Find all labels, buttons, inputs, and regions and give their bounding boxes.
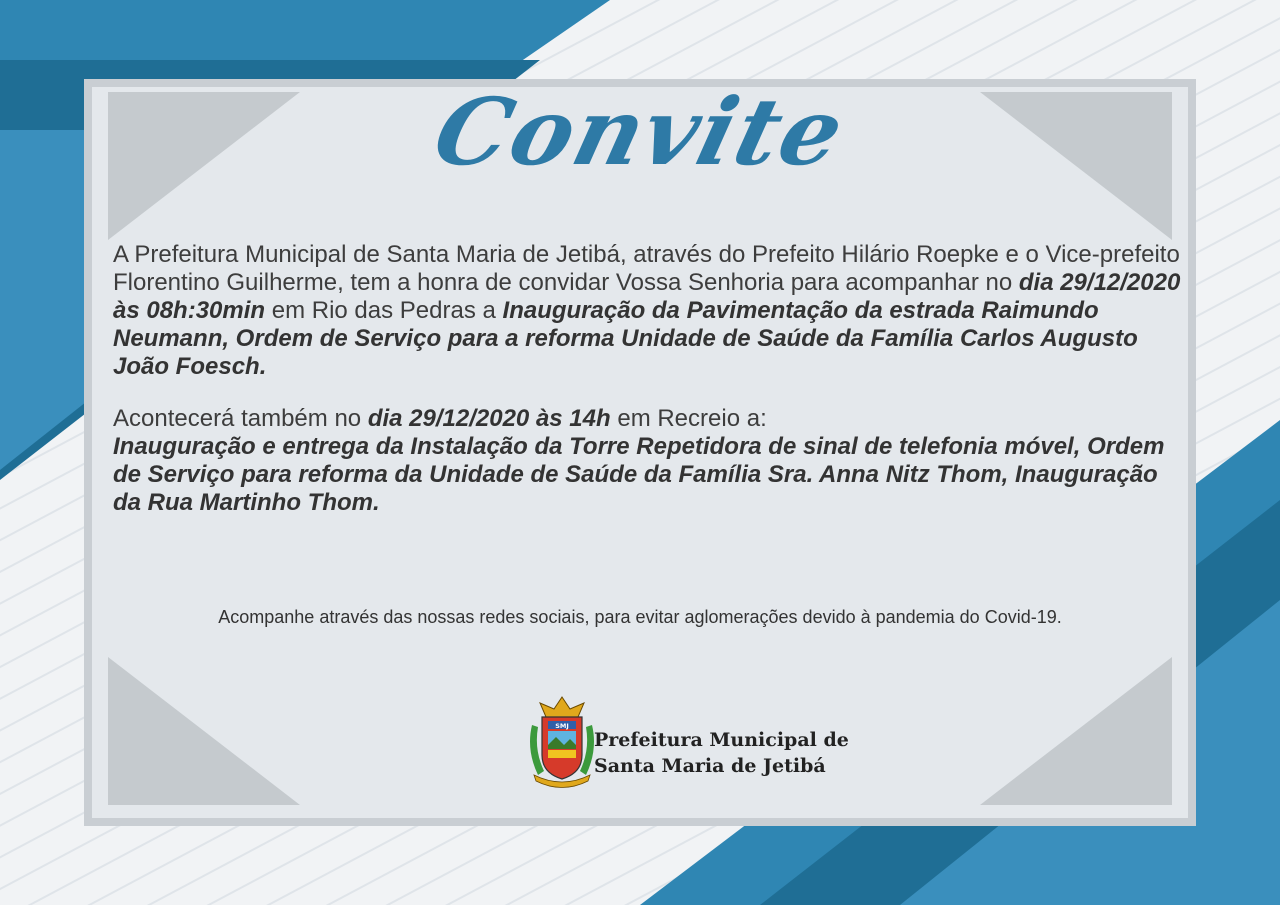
invitation-paragraph-1 [113, 241, 1183, 381]
paragraph-2-text-1: Acontecerá também no [113, 405, 368, 432]
logo-emblem-text: SMJ [555, 722, 569, 730]
footer-note: Acompanhe através das nossas redes sociais, para evitar aglomerações devido à pandemia do Covid-19. [218, 607, 1062, 627]
logo-wordmark [594, 727, 849, 779]
paragraph-1-text-2: em Rio das Pedras a [265, 297, 503, 324]
paragraph-2-date: dia 29/12/2020 às 14h [367, 405, 611, 432]
corner-decoration-bottom-left [108, 657, 300, 805]
coat-of-arms-icon [526, 695, 598, 790]
logo-line-2: Santa Maria de Jetibá [594, 755, 826, 777]
paragraph-1-text-1: A Prefeitura Municipal de Santa Maria de Jetibá, através do Prefeito Hilário Roepke e o Vice-prefeito Florentino Guilherme, tem a honra de convidar Vossa Senhoria para acompanhar no [113, 241, 1180, 296]
paragraph-2-events: Inauguração e entrega da Instalação da Torre Repetidora de sinal de telefonia móvel, Ordem de Serviço para reforma da Unidade de Saúde da Família Sra. Anna Nitz Thom, Inauguração da Rua Martinho Thom. [113, 433, 1165, 516]
logo-line-1: Prefeitura Municipal de [594, 729, 849, 751]
paragraph-1-date: dia 29/12/2020 às 08h:30min [113, 269, 1181, 324]
invitation-paragraph-2 [113, 405, 1183, 517]
page-title: Convite [424, 78, 856, 186]
paragraph-1-events: Inauguração da Pavimentação da estrada Raimundo Neumann, Ordem de Serviço para a reforma Unidade de Saúde da Família Carlos Augusto João Foesch. [113, 297, 1138, 380]
paragraph-2-text-2: em Recreio a: [610, 405, 767, 432]
corner-decoration-bottom-right [980, 657, 1172, 805]
